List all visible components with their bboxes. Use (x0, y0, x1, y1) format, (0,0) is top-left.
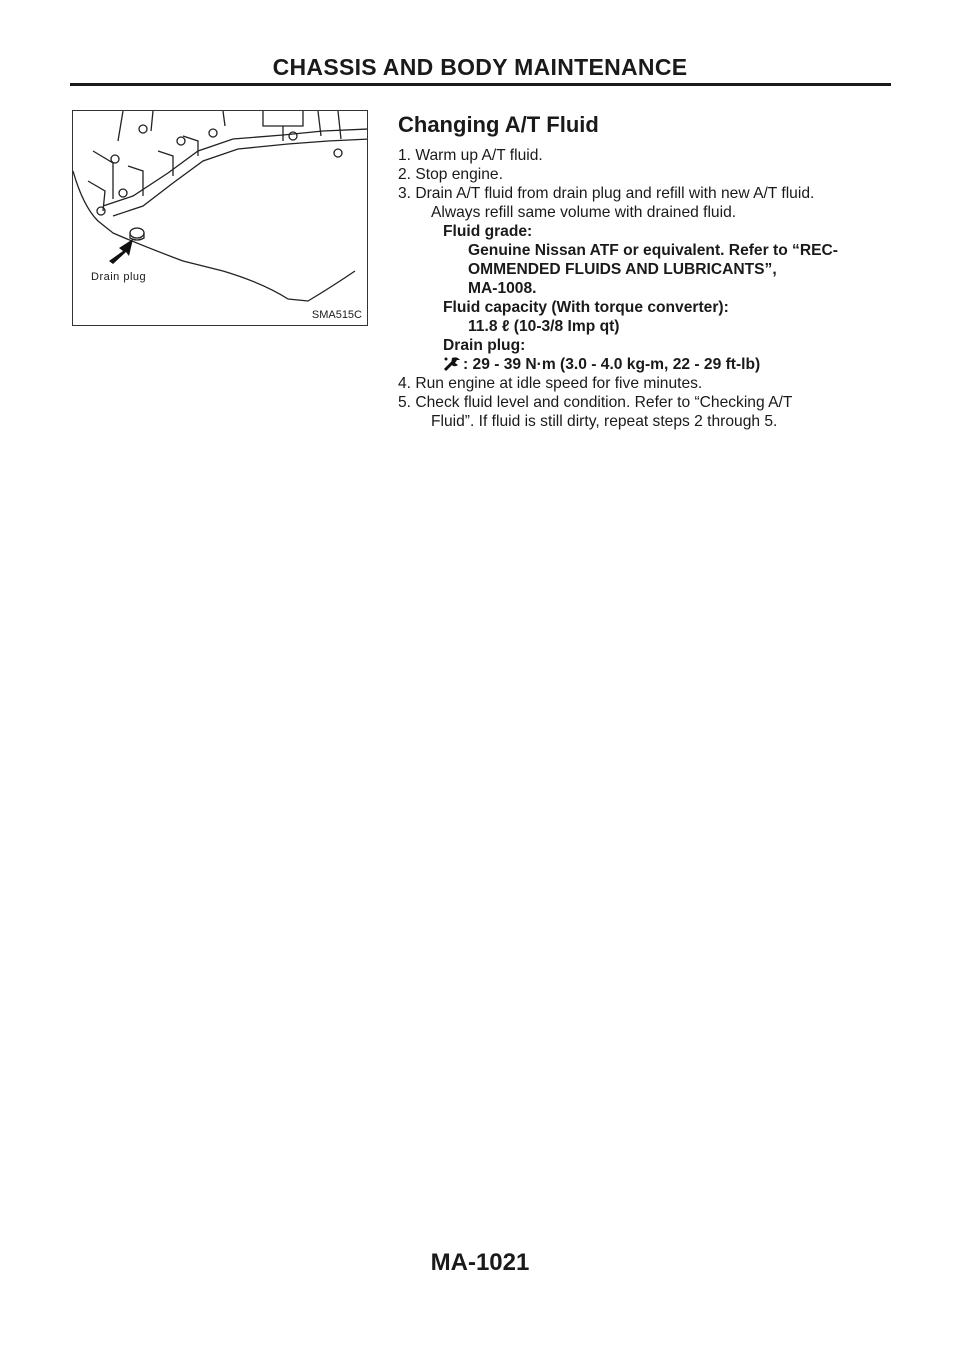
drain-plug-torque (398, 355, 893, 374)
figure-code: SMA515C (311, 309, 362, 321)
drain-plug-torque-text: : 29 - 39 N·m (3.0 - 4.0 kg-m, 22 - 29 ft-lb) (463, 356, 761, 373)
fluid-capacity-value: 11.8 ℓ (10-3/8 Imp qt) (468, 318, 620, 335)
fluid-grade-line-2: OMMENDED FLUIDS AND LUBRICANTS”, (468, 261, 777, 278)
step-1: 1. Warm up A/T fluid. (398, 147, 543, 164)
transmission-pan-illustration (73, 111, 368, 326)
drain-plug-spec-label: Drain plug: (443, 337, 526, 354)
fluid-capacity-label: Fluid capacity (With torque converter): (443, 299, 729, 316)
step-4: 4. Run engine at idle speed for five minutes. (398, 375, 703, 392)
step-2: 2. Stop engine. (398, 166, 503, 183)
fluid-grade-line-3: MA-1008. (468, 280, 537, 297)
fluid-grade-line-1: Genuine Nissan ATF or equivalent. Refer to “REC- (468, 242, 838, 259)
page-header-title: CHASSIS AND BODY MAINTENANCE (272, 54, 688, 80)
step-3: 3. Drain A/T fluid from drain plug and refill with new A/T fluid. (398, 185, 815, 202)
step-5-continued: Fluid”. If fluid is still dirty, repeat steps 2 through 5. (431, 413, 778, 430)
fluid-grade-label: Fluid grade: (443, 223, 533, 240)
torque-wrench-icon (443, 356, 462, 372)
page-number: MA-1021 (430, 1249, 530, 1276)
drain-plug-figure (72, 110, 368, 326)
header-rule (70, 83, 891, 86)
section-content (398, 112, 893, 431)
step-3-note: Always refill same volume with drained fluid. (431, 204, 737, 221)
section-title: Changing A/T Fluid (398, 112, 599, 137)
drain-plug-label: Drain plug (91, 271, 147, 283)
step-5: 5. Check fluid level and condition. Refer to “Checking A/T (398, 394, 793, 411)
